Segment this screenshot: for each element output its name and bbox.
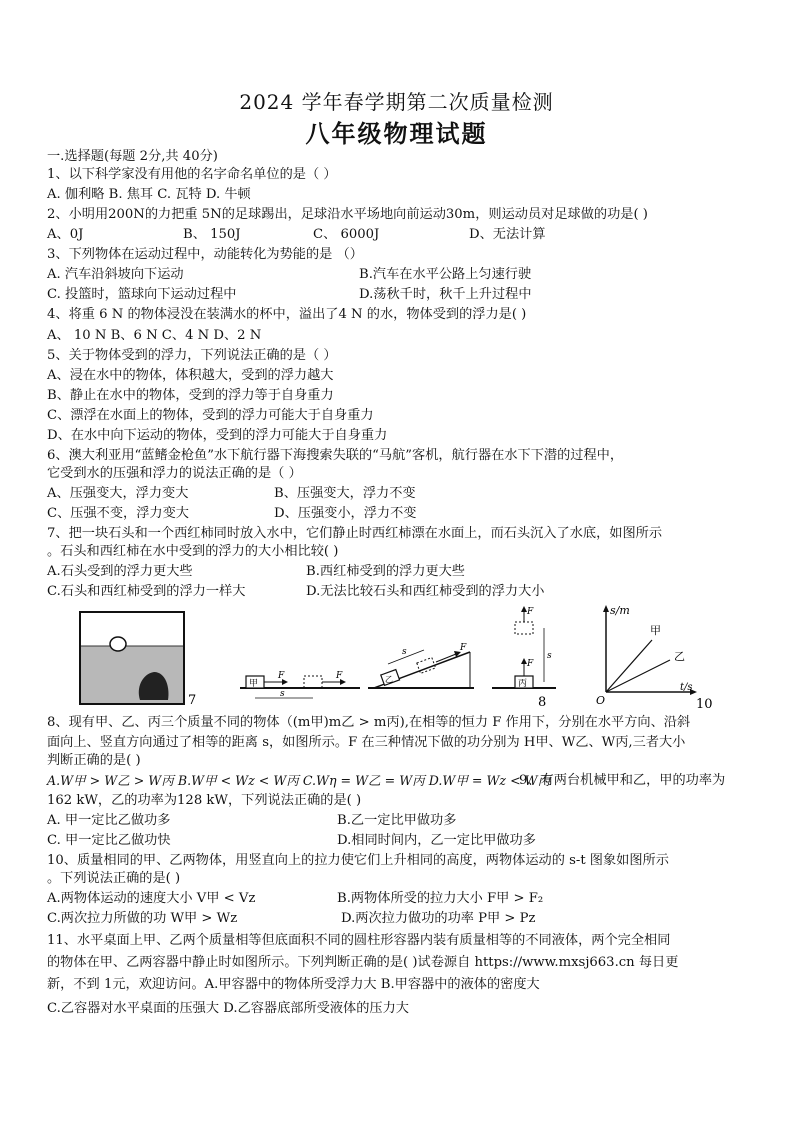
force-label-1: F (278, 671, 285, 681)
q2-option-a: A、0J (47, 227, 84, 242)
figure-10-label: 10 (696, 697, 713, 710)
q11-stem-line3: 新，不到 1元，欢迎访问。A.甲容器中的物体所受浮力大 B.甲容器中的液体的密度大 (47, 977, 540, 992)
y-axis-label: s/m (610, 604, 630, 617)
q5-option-a: A、浸在水中的物体，体积越大，受到的浮力越大 (47, 368, 334, 383)
distance-label-2: s (402, 647, 407, 657)
figure-8-force-cases (238, 602, 560, 710)
q6-stem-line2: 它受到水的压强和浮力的说法正确的是（ ） (47, 466, 302, 481)
q7-stem-line1: 7、把一块石头和一个西红柿同时放入水中，它们静止时西红柿漂在水面上，而石头沉入了水底，如图所示 (47, 526, 663, 541)
force-label-3: F (460, 643, 467, 653)
q11-stem-line1: 11、水平桌面上甲、乙两个质量相等但底面积不同的圆柱形容器内装有质量相等的不同液体，两个完全相同 (47, 933, 671, 948)
q4-stem: 4、将重 6 N 的物体浸没在装满水的杯中，溢出了4 N 的水，物体受到的浮力是( ) (47, 307, 527, 322)
q6-option-c: C、压强不变，浮力变大 (47, 506, 189, 521)
figure-8-label: 8 (538, 695, 547, 710)
block-jia-moved (304, 676, 322, 688)
q7-option-d: D.无法比较石头和西红柿受到的浮力大小 (306, 584, 545, 599)
tomato (110, 637, 126, 651)
q6-option-d: D、压强变小，浮力不变 (274, 506, 417, 521)
y-axis-arrow (603, 605, 609, 612)
q9-stem-line1: 9、有两台机械甲和乙，甲的功率为 (519, 773, 726, 788)
distance-label-1: s (280, 689, 285, 699)
q11-stem-line4: C.乙容器对水平桌面的压强大 D.乙容器底部所受液体的压力大 (47, 1001, 409, 1016)
q5-option-c: C、漂浮在水面上的物体，受到的浮力可能大于自身重力 (47, 408, 374, 423)
q2-option-c: C、 6000J (313, 227, 380, 242)
q3-option-a: A. 汽车沿斜坡向下运动 (47, 267, 184, 282)
q6-stem-line1: 6、澳大利亚用“蓝鳍金枪鱼”水下航行器下海搜索失联的“马航”客机，航行器在水下下潜的过程中， (47, 448, 624, 463)
q10-stem-line1: 10、质量相同的甲、乙两物体，用竖直向上的拉力使它们上升相同的高度，两物体运动的 s-t 图象如图所示 (47, 853, 669, 868)
q8-stem-line2: 面向上、竖直方向通过了相等的距离 s，如图所示。F 在三种情况下做的功分别为 H甲、W乙、W丙,三者大小 (47, 735, 686, 750)
q7-stem-line2: 。石头和西红柿在水中受到的浮力的大小相比较( ) (47, 544, 339, 559)
q2-option-d: D、无法计算 (469, 227, 546, 242)
label-jia: 甲 (249, 679, 259, 689)
exam-subtitle: 八年级物理试题 (305, 119, 488, 148)
force-label-2: F (336, 671, 343, 681)
label-yi: 乙 (385, 675, 393, 684)
q6-option-a: A、压强变大，浮力变大 (47, 486, 189, 501)
q10-option-b: B.两物体所受的拉力大小 F甲 > F₂ (337, 891, 544, 906)
label-bing: 丙 (518, 679, 528, 689)
q3-option-c: C. 投篮时，篮球向下运动过程中 (47, 287, 237, 302)
q9-option-d: D.相同时间内，乙一定比甲做功多 (337, 833, 536, 848)
line-jia (606, 640, 652, 692)
line-jia-label: 甲 (650, 624, 661, 637)
q10-option-a: A.两物体运动的速度大小 V甲 < Vz (47, 891, 256, 906)
q1-options: A. 伽利略 B. 焦耳 C. 瓦特 D. 牛顿 (47, 187, 251, 202)
block-bing-moved (515, 622, 533, 634)
section-heading: 一.选择题(每题 2分,共 40分) (47, 149, 218, 164)
q2-stem: 2、小明用200N的力把重 5N的足球踢出，足球沿水平场地向前运动30m，则运动员对足球做的功是( ) (47, 207, 648, 222)
q3-option-b: B.汽车在水平公路上匀速行驶 (359, 267, 532, 282)
q7-option-c: C.石头和西红柿受到的浮力一样大 (47, 584, 246, 599)
q3-option-d: D.荡秋千时，秋千上升过程中 (359, 287, 532, 302)
q4-options: A、 10 N B、6 N C、4 N D、2 N (47, 328, 262, 343)
q3-stem: 3、下列物体在运动过程中，动能转化为势能的是 （） (47, 247, 363, 262)
q5-stem: 5、关于物体受到的浮力，下列说法正确的是（ ） (47, 348, 337, 363)
q9-option-a: A. 甲一定比乙做功多 (47, 813, 171, 828)
q10-option-d: D.两次拉力做功的功率 P甲 > Pz (341, 911, 536, 926)
q8-stem-line1: 8、现有甲、乙、丙三个质量不同的物体（(m甲)m乙 > m丙),在相等的恒力 F 作用下，分别在水平方向、沿斜 (47, 715, 691, 730)
force-label-4: F (527, 659, 534, 669)
figure-10-st-graph (592, 602, 722, 710)
q7-option-a: A.石头受到的浮力更大些 (47, 564, 193, 579)
line-yi (606, 660, 670, 692)
q11-stem-line2: 的物体在甲、乙两容器中静止时如图所示。下列判断正确的是( )试卷源自 https://www.mxsj663.cn 每日更 (47, 955, 679, 970)
q9-stem-line2: 162 kW，乙的功率为128 kW，下列说法正确的是( ) (47, 793, 362, 808)
q8-options: A.W甲 > W乙 > W丙 B.W甲 < Wz < W丙 C.Wη = W乙 = W丙 D.W甲 = Wz < W丙 (47, 773, 551, 788)
line-yi-label: 乙 (674, 650, 685, 663)
force-label-5: F (527, 607, 534, 617)
q10-stem-line2: 。下列说法正确的是( ) (47, 871, 181, 886)
exam-title: 2024 学年春学期第二次质量检测 (239, 90, 554, 114)
distance-label-3: s (547, 651, 552, 661)
q5-option-d: D、在水中向下运动的物体，受到的浮力可能大于自身重力 (47, 428, 388, 443)
figure-7-label: 7 (188, 693, 197, 708)
q1-stem: 1、以下科学家没有用他的名字命名单位的是（ ） (47, 167, 337, 182)
x-axis-label: t/s (680, 682, 693, 693)
q9-option-b: B.乙一定比甲做功多 (337, 813, 457, 828)
q8-stem-line3: 判断正确的是( ) (47, 753, 141, 768)
q9-option-c: C. 甲一定比乙做功快 (47, 833, 171, 848)
q10-option-c: C.两次拉力所做的功 W甲 > Wz (47, 911, 238, 926)
q5-option-b: B、静止在水中的物体，受到的浮力等于自身重力 (47, 388, 334, 403)
figure-7-tank (78, 610, 206, 710)
q6-option-b: B、压强变大，浮力不变 (274, 486, 416, 501)
q2-option-b: B、 150J (183, 227, 241, 242)
q7-option-b: B.西红柿受到的浮力更大些 (306, 564, 465, 579)
origin-label: O (596, 694, 606, 707)
